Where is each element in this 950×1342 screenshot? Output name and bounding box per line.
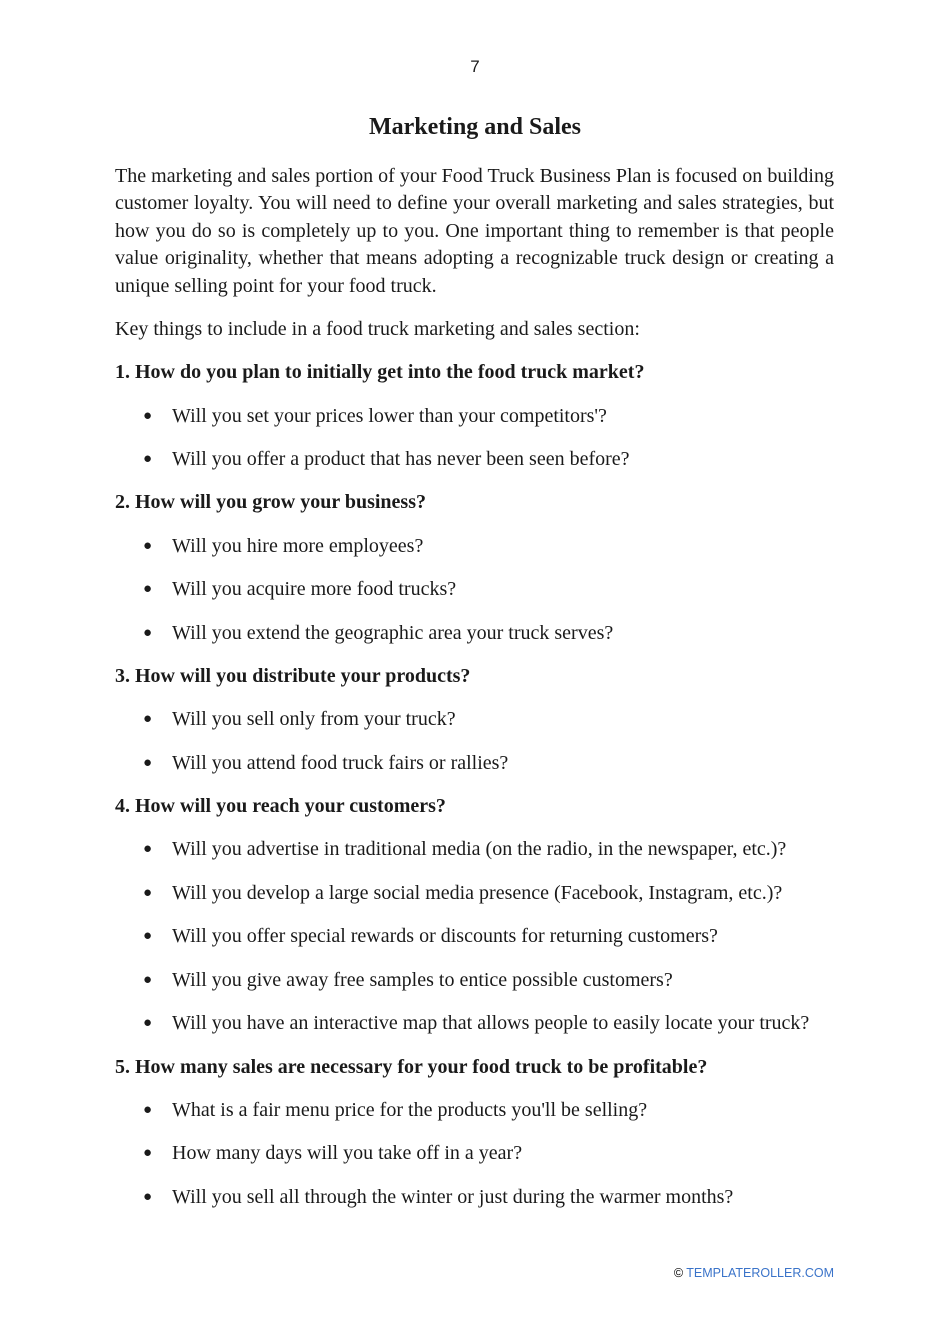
list-item-text: Will you hire more employees? (172, 535, 424, 557)
list-item-text: Will you give away free samples to entice possible customers? (172, 969, 673, 991)
section-heading-3: 3. How will you distribute your products? (115, 665, 471, 687)
bullet-icon: ● (143, 408, 153, 424)
page-number: 7 (470, 57, 480, 76)
list-item-text: Will you acquire more food trucks? (172, 578, 457, 600)
bullet-icon: ● (143, 625, 153, 641)
list-item (143, 967, 673, 994)
bullet-icon: ● (143, 1102, 153, 1118)
list-item-text: Will you offer special rewards or discounts for returning customers? (172, 925, 718, 947)
list-item-text: Will you extend the geographic area your truck serves? (172, 622, 614, 644)
lead-paragraph: Key things to include in a food truck marketing and sales section: (115, 318, 640, 340)
list-item-text: Will you sell only from your truck? (172, 708, 456, 730)
page-title: Marketing and Sales (368, 114, 581, 140)
footer (674, 1266, 834, 1280)
list-item-text: Will you have an interactive map that allows people to easily locate your truck? (172, 1012, 810, 1034)
bullet-icon: ● (143, 538, 153, 554)
list-item-text: How many days will you take off in a year? (172, 1142, 523, 1164)
bullet-icon: ● (143, 972, 153, 988)
list-item-text: Will you develop a large social media presence (Facebook, Instagram, etc.)? (172, 882, 783, 904)
list-item (143, 1184, 733, 1211)
list-item-text: What is a fair menu price for the products you'll be selling? (172, 1099, 648, 1121)
list-item (143, 533, 423, 560)
list-item (143, 750, 508, 777)
copyright-icon: © (673, 1266, 684, 1280)
list-item-text: Will you advertise in traditional media (on the radio, in the newspaper, etc.)? (172, 838, 787, 860)
bullet-icon: ● (143, 451, 153, 467)
list-item (143, 403, 607, 430)
list-item (143, 1140, 522, 1167)
bullet-icon: ● (143, 928, 153, 944)
list-item-text: Will you attend food truck fairs or rallies? (172, 752, 509, 774)
list-item (143, 620, 613, 647)
bullet-icon: ● (143, 1015, 153, 1031)
list-item (143, 923, 718, 950)
section-heading-5: 5. How many sales are necessary for your food truck to be profitable? (115, 1056, 708, 1078)
list-item (143, 1097, 647, 1124)
bullet-icon: ● (143, 711, 153, 727)
bullet-icon: ● (143, 841, 153, 857)
list-item-text: Will you offer a product that has never been seen before? (172, 448, 630, 470)
list-item (143, 706, 456, 733)
list-item (143, 1010, 809, 1037)
list-item-text: Will you sell all through the winter or just during the warmer months? (172, 1186, 734, 1208)
bullet-icon: ● (143, 885, 153, 901)
bullet-icon: ● (143, 1189, 153, 1205)
templateroller-link[interactable]: TEMPLATEROLLER.COM (686, 1266, 834, 1280)
intro-paragraph: The marketing and sales portion of your Food Truck Business Plan is focused on building customer loyalty. You will need to define your overall marketing and sales strategies, but how you do so is completely up to you. One important thing to remember is that people value originality, whether that means adopting a recognizable truck design or creating a unique selling point for your food truck. (115, 165, 834, 297)
bullet-icon: ● (143, 581, 153, 597)
section-heading-4: 4. How will you reach your customers? (115, 795, 446, 817)
list-item (143, 836, 786, 863)
bullet-icon: ● (143, 755, 153, 771)
list-item (143, 880, 782, 907)
bullet-icon: ● (143, 1145, 153, 1161)
section-heading-2: 2. How will you grow your business? (115, 491, 426, 513)
list-item (143, 446, 630, 473)
section-heading-1: 1. How do you plan to initially get into the food truck market? (115, 361, 645, 383)
list-item (143, 576, 456, 603)
list-item-text: Will you set your prices lower than your competitors'? (172, 405, 607, 427)
